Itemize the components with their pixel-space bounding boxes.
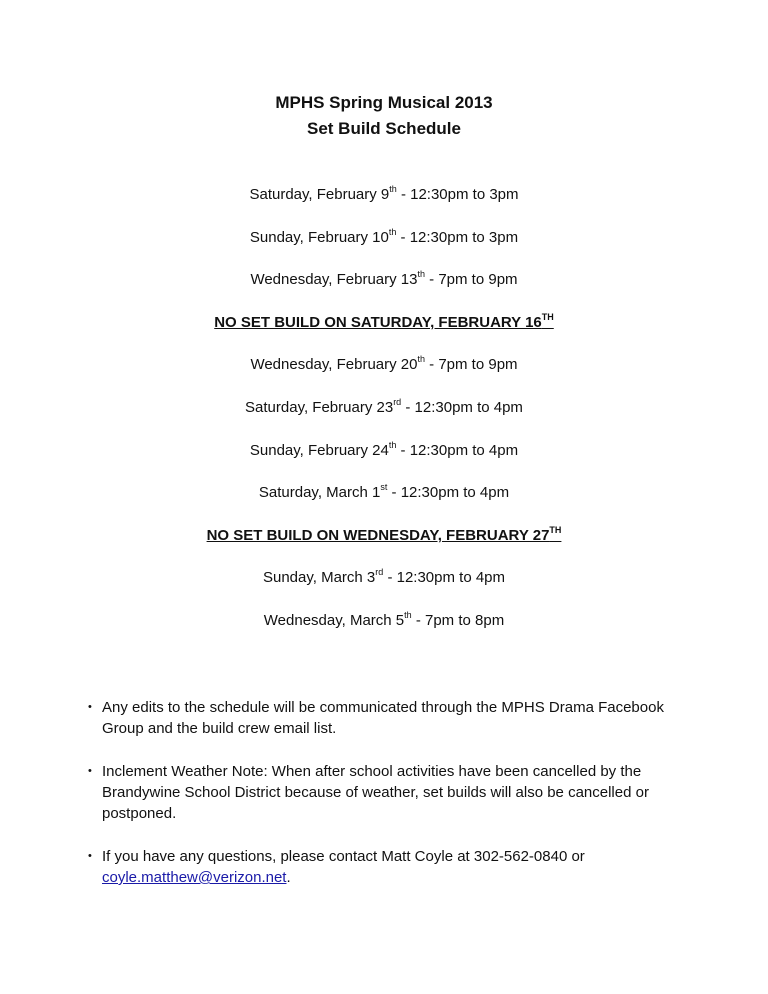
no-build-notice: NO SET BUILD ON WEDNESDAY, FEBRUARY 27TH [206, 525, 562, 544]
schedule-entry: Saturday, February 23rd - 12:30pm to 4pm [245, 397, 523, 416]
note-weather: Inclement Weather Note: When after school activities have been cancelled by the Brandywine School District because of weather, set builds will also be cancelled or postponed. [102, 763, 649, 822]
note-edits: Any edits to the schedule will be communicated through the MPHS Drama Facebook Group and the build crew email list. [102, 699, 664, 737]
schedule-entry: Wednesday, March 5th - 7pm to 8pm [263, 610, 505, 629]
schedule-entry: Sunday, February 10th - 12:30pm to 3pm [249, 227, 519, 246]
list-item [88, 697, 688, 739]
note-contact: If you have any questions, please contact Matt Coyle at 302-562-0840 or coyle.matthew@verizon.net. [102, 848, 585, 886]
document-subtitle: Set Build Schedule [307, 119, 461, 138]
bullet-icon: • [88, 701, 92, 713]
bullet-icon: • [88, 850, 92, 862]
list-item [88, 846, 688, 888]
no-build-notice: NO SET BUILD ON SATURDAY, FEBRUARY 16TH [214, 312, 554, 331]
schedule-entry: Saturday, February 9th - 12:30pm to 3pm [249, 184, 519, 203]
bullet-icon: • [88, 765, 92, 777]
schedule-entry: Wednesday, February 20th - 7pm to 9pm [250, 354, 518, 373]
schedule-entry: Wednesday, February 13th - 7pm to 9pm [250, 269, 518, 288]
schedule-entry: Sunday, March 3rd - 12:30pm to 4pm [262, 567, 506, 586]
schedule-entry: Sunday, February 24th - 12:30pm to 4pm [249, 440, 519, 459]
document-title: MPHS Spring Musical 2013 [275, 93, 493, 112]
list-item [88, 761, 688, 824]
email-link[interactable]: coyle.matthew@verizon.net [102, 869, 287, 886]
schedule-entry: Saturday, March 1st - 12:30pm to 4pm [258, 482, 510, 501]
